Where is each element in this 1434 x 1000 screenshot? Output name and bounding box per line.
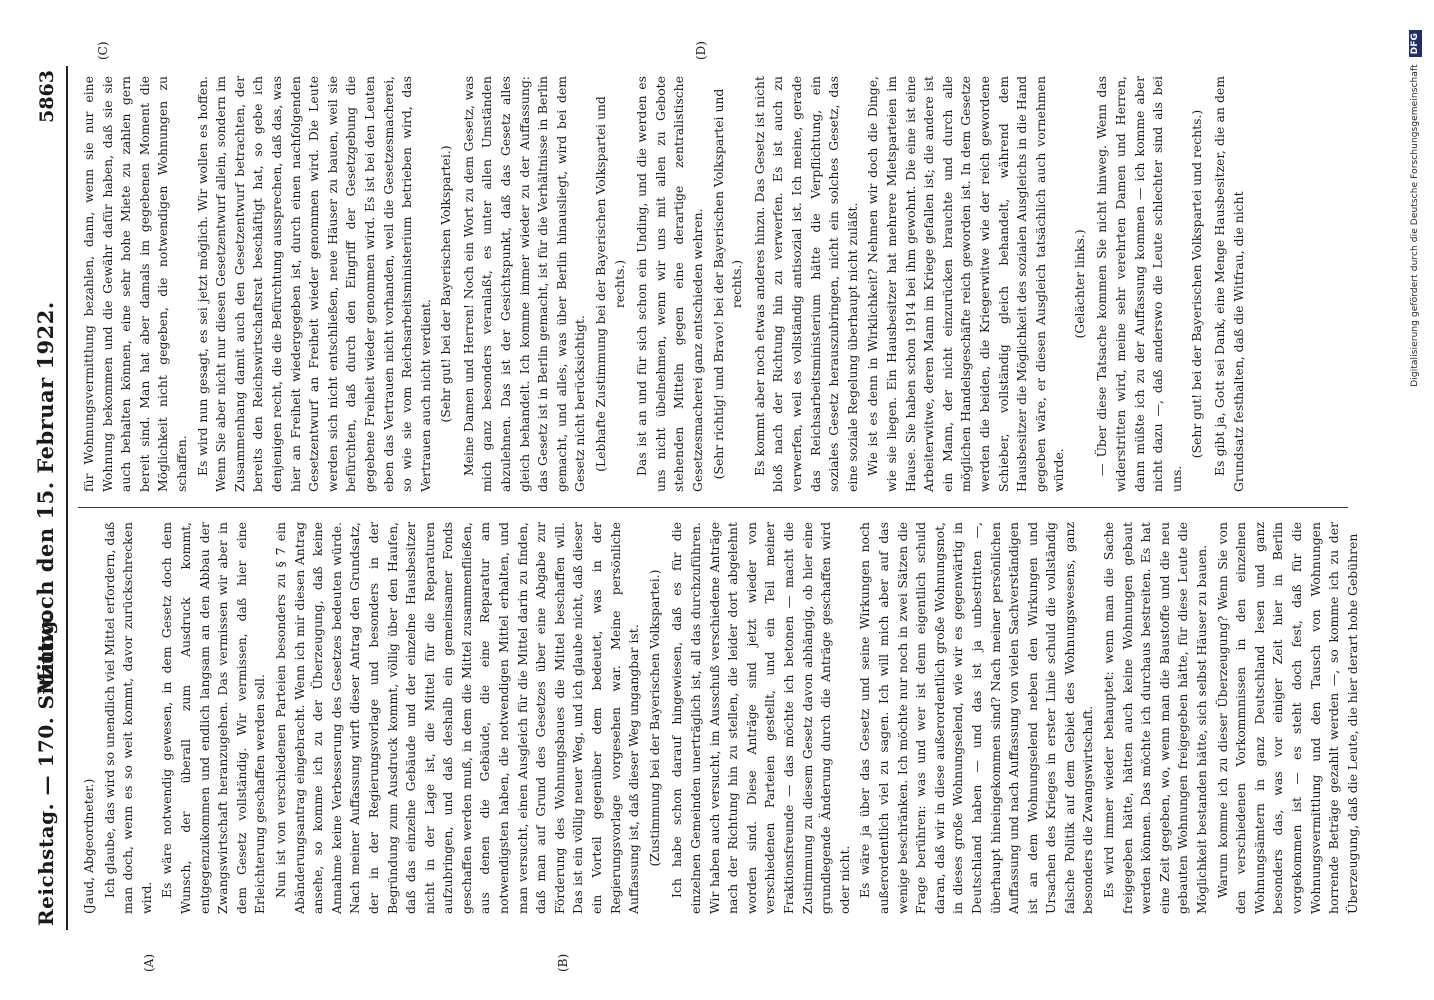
footer-credit <box>1404 30 1426 800</box>
running-head-date: Mittwoch den 15. Februar 1922. <box>33 301 58 695</box>
page-header <box>22 66 68 930</box>
paragraph: Es wird nun gesagt, es sei jetzt möglich. Wir wollen es hoffen. Wenn Sie aber nicht nur diesen Gesetzentwurf allein, sondern im Zusammenhang damit auch den Gesetzentwurf betrachten, der bereits den Reichswirtschaftsrat beschäftigt hat, so gebe ich denjenigen recht, die die Befürchtung aussprechen, daß das, was hier an Freiheit wiedergegeben ist, durch einen nachfolgenden Gesetzentwurf an Freiheit wieder genommen wird. Die Leute werden sich nicht entschließen, neue Häuser zu bauen, weil sie befürchten, daß durch den Eingriff der Gesetzgebung die gegebene Freiheit wieder genommen wird. Es ist bei den Leuten eben das Vertrauen nicht vorhanden, weil die Gesetzesmacherei, so wie sie vom Reichsarbeitsministerium betrieben wird, das Vertrauen auch nicht verdient. <box>194 76 433 492</box>
paragraph: (Gelächter links.) <box>1071 229 1087 339</box>
margin-mark-d: (D) <box>694 41 708 60</box>
margin-mark-a: (A) <box>142 953 156 972</box>
paragraph: Warum komme ich zu dieser Überzeugung? Wenn Sie von den verschiedenen Vorkommnissen in den einzelnen Wohnungsämtern in ganz Deutschland lesen und ganz besonders das, was vor einiger Zeit hier in Berlin vorgekommen ist — es steht doch fest, daß für die Wohnungsvermittlung und den Tausch von Wohnungen horrende Beträge gezahlt werden —, so komme ich zu der Überzeugung, daß die Leute, die hier derart hohe Gebühren <box>1214 522 1360 914</box>
paragraph: Meine Damen und Herren! Noch ein Wort zu dem Gesetz, was mich ganz besonders veranlaßt, es unter allen Umständen abzulehnen. Das ist der Gesichtspunkt, daß das Gesetz alles gleich behandelt. Ich komme immer wieder zu der Auffassung: das Gesetz ist in Berlin gemacht, ist für die Verhältnisse in Berlin gemacht, und alles, was über Berlin hinausliegt, wird bei dem Gesetz nicht berücksichtigt. <box>460 76 588 492</box>
margin-mark-c: (C) <box>96 41 110 60</box>
margin-mark-b: (B) <box>556 953 570 972</box>
paragraph: Es wird immer wieder behauptet: wenn man die Sache freigegeben hätte, hätten auch keine Wohnungen gebaut werden können. Das möchte ich durchaus bestreiten. Es hat eine Zeit gegeben, wo, wenn man die Baustoffe und die neu gebauten Wohnungen freigegeben hätte, für diese Leute die Möglichkeit bestanden hätte, sich selbst Häuser zu bauen. <box>1101 522 1210 914</box>
paragraph: Ich habe schon darauf hingewiesen, daß es für die einzelnen Gemeinden unerträglich ist, all das durchzuführen. Wir haben auch versucht, im Ausschuß verschiedene Anträge nach der Richtung hin zu stellen, die leider dort abgelehnt worden sind. Diese Anträge sind jetzt wieder von verschiedenen Parteien gestellt, und ein Teil meiner Fraktionsfreunde — das möchte ich betonen — macht die Zustimmung zu diesem Gesetz davon abhängig, ob hier eine grundlegende Änderung durch die Anträge geschaffen wird oder nicht. <box>669 522 852 914</box>
paragraph: Es wäre notwendig gewesen, in dem Gesetz doch dem Wunsch, der überall zum Ausdruck kommt, entgegenzukommen und endlich langsam an den Abbau der Zwangswirtschaft heranzugehen. Das vermissen wir aber in dem Gesetz vollständig. Wir vermissen, daß hier eine Erleichterung geschaffen werden soll. <box>159 522 268 914</box>
paragraph: Nun ist von verschiedenen Parteien besonders zu § 7 ein Abänderungsantrag eingebracht. Wenn ich mir diesen Antrag ansehe, so komme ich zu der Überzeugung, daß keine Annahme keine Verbesserung des Gesetzes bedeuten würde. Nach meiner Auffassung wirft dieser Antrag den Grundsatz, der in der Regierungsvorlage und besonders in der Begründung zum Ausdruck kommt, völlig über den Haufen, daß das einzelne Gebäude und der einzelne Hausbesitzer nicht in der Lage ist, die Mittel für die Reparaturen aufzubringen, und daß deshalb ein gemeinsamer Fonds geschaffen werden muß, in dem die Mittel zusammenfließen, aus denen die Gebäude, die eine Reparatur am notwendigsten haben, die notwendigen Mittel erhalten, und man versucht, einen Ausgleich für die Mittel darin zu finden, daß man auf Grund des Gesetzes über eine Abgabe zur Förderung des Wohnungsbaues die Mittel beschaffen will. Das ist ein völlig neuer Weg, und ich glaube nicht, daß dieser ein Vorteil gegenüber dem bedeutet, was in der Regierungsvorlage vorgesehen war. Meine persönliche Auffassung ist, daß dieser Weg ungangbar ist. <box>272 522 642 914</box>
paragraph: — Über diese Tatsache kommen Sie nicht hinweg. Wenn das widerstritten wird, meine sehr verehrten Damen und Herren, dann müßte ich zu der Auffassung kommen — ich komme aber nicht dazu —, daß anderswo die Leute schlechter sind als bei uns. <box>1094 76 1184 492</box>
column-divider <box>78 507 1348 508</box>
text-column-right <box>80 76 1330 492</box>
paragraph: (Sehr gut! bei der Bayerischen Volkspartei.) <box>438 145 454 423</box>
page-number: 5863 <box>36 70 58 123</box>
paragraph: für Wohnungsvermittlung bezahlen, dann, wenn sie nur eine Wohnung bekommen und die Gewähr dafür haben, daß sie sie auch behalten können, eine sehr hohe Miete zu zahlen gern bereit sind. Man hat aber damals im gegebenen Moment die Möglichkeit nicht gegeben, die notwendigen Wohnungen zu schaffen. <box>81 76 189 492</box>
running-head-left: Reichstag. — 170. Sitzung. <box>34 612 58 926</box>
paragraph: (Zustimmung bei der Bayerischen Volkspartei.) <box>646 569 662 867</box>
paragraph: Es wäre ja über das Gesetz und seine Wirkungen noch außerordentlich viel zu sagen. Ich will mich aber auf das wenige beschränken. Ich möchte nur noch in zwei Sätzen die Frage berühren: was und wer ist denn eigentlich schuld daran, daß wir in diese außerordentlich große Wohnungsnot, in dieses große Wohnungselend, wie wir es gegenwärtig in Deutschland haben — und das ist ja unbestritten —, überhaupt hineingekommen sind? Nach meiner persönlichen Auffassung und nach Auffassung von vielen Sachverständigen ist an dem Wohnungselend neben den Wirkungen und Ursachen des Krieges in erster Linie schuld die vollständig falsche Politik auf dem Gebiet des Wohnungswesens, ganz besonders die Zwangswirtschaft. <box>857 522 1096 914</box>
paragraph: (Sehr gut! bei der Bayerischen Volkspartei und rechts.) <box>1189 109 1205 459</box>
paragraph: Das ist an und für sich schon ein Unding, und die werden es uns nicht übelnehmen, wenn wir uns mit allen zu Gebote stehenden Mitteln gegen eine derartige zentralistische Gesetzesmacherei ganz entschieden wehren. <box>634 76 705 492</box>
dfg-logo: DFG <box>1409 30 1422 57</box>
paragraph: Ich glaube, das wird so unendlich viel Mittel erfordern, daß man doch, wenn es so weit kommt, davor zurückschrecken wird. <box>101 522 154 914</box>
text-column-left <box>80 522 1360 914</box>
paragraph: Es gibt ja, Gott sei Dank, eine Menge Hausbesitzer, die an dem Grundsatz festhalten, daß die Witfrau, die nicht <box>1212 76 1246 492</box>
paragraph: Es kommt aber noch etwas anderes hinzu. Das Gesetz ist nicht bloß nach der Richtung hin zu verwerfen. Es ist auch zu verwerfen, weil es vollständig antisozial ist. Ich meine, gerade das Reichsarbeitsministerium hätte die Verpflichtung, ein soziales Gesetz herauszubringen, nicht ein solches Gesetz, das eine soziale Regelung überhaupt nicht zuläßt. <box>751 76 860 492</box>
paragraph: (Jaud, Abgeordneter.) <box>81 778 96 914</box>
footer-text: Digitalisierung gefördert durch die Deutsche Forschungsgemeinschaft <box>1410 64 1420 387</box>
paragraph: Wie ist es denn in Wirklichkeit? Nehmen wir doch die Dinge, wie sie liegen. Ein Hausbesitzer hat mehrere Mietsparteien im Hause. Sie haben schon 1914 bei ihm gewohnt. Die eine ist eine Arbeiterwitwe, deren Mann im Kriege gefallen ist; die andere ist ein Mann, der nicht einzurücken brauchte und durch alle möglichen Handelsgeschäfte reich geworden ist. In dem Gesetze werden die beiden, die Kriegerwitwe wie der reich gewordene Schieber, vollständig gleich behandelt, während dem Hausbesitzer die Möglichkeit des sozialen Ausgleichs in die Hand gegeben wäre, er diesen Ausgleich tatsächlich auch vornehmen würde. <box>865 76 1067 492</box>
paragraph: (Sehr richtig! und Bravo! bei der Bayerischen Volkspartei und rechts.) <box>710 88 745 480</box>
paragraph: (Lebhafte Zustimmung bei der Bayerischen Volkspartei und rechts.) <box>593 96 627 472</box>
